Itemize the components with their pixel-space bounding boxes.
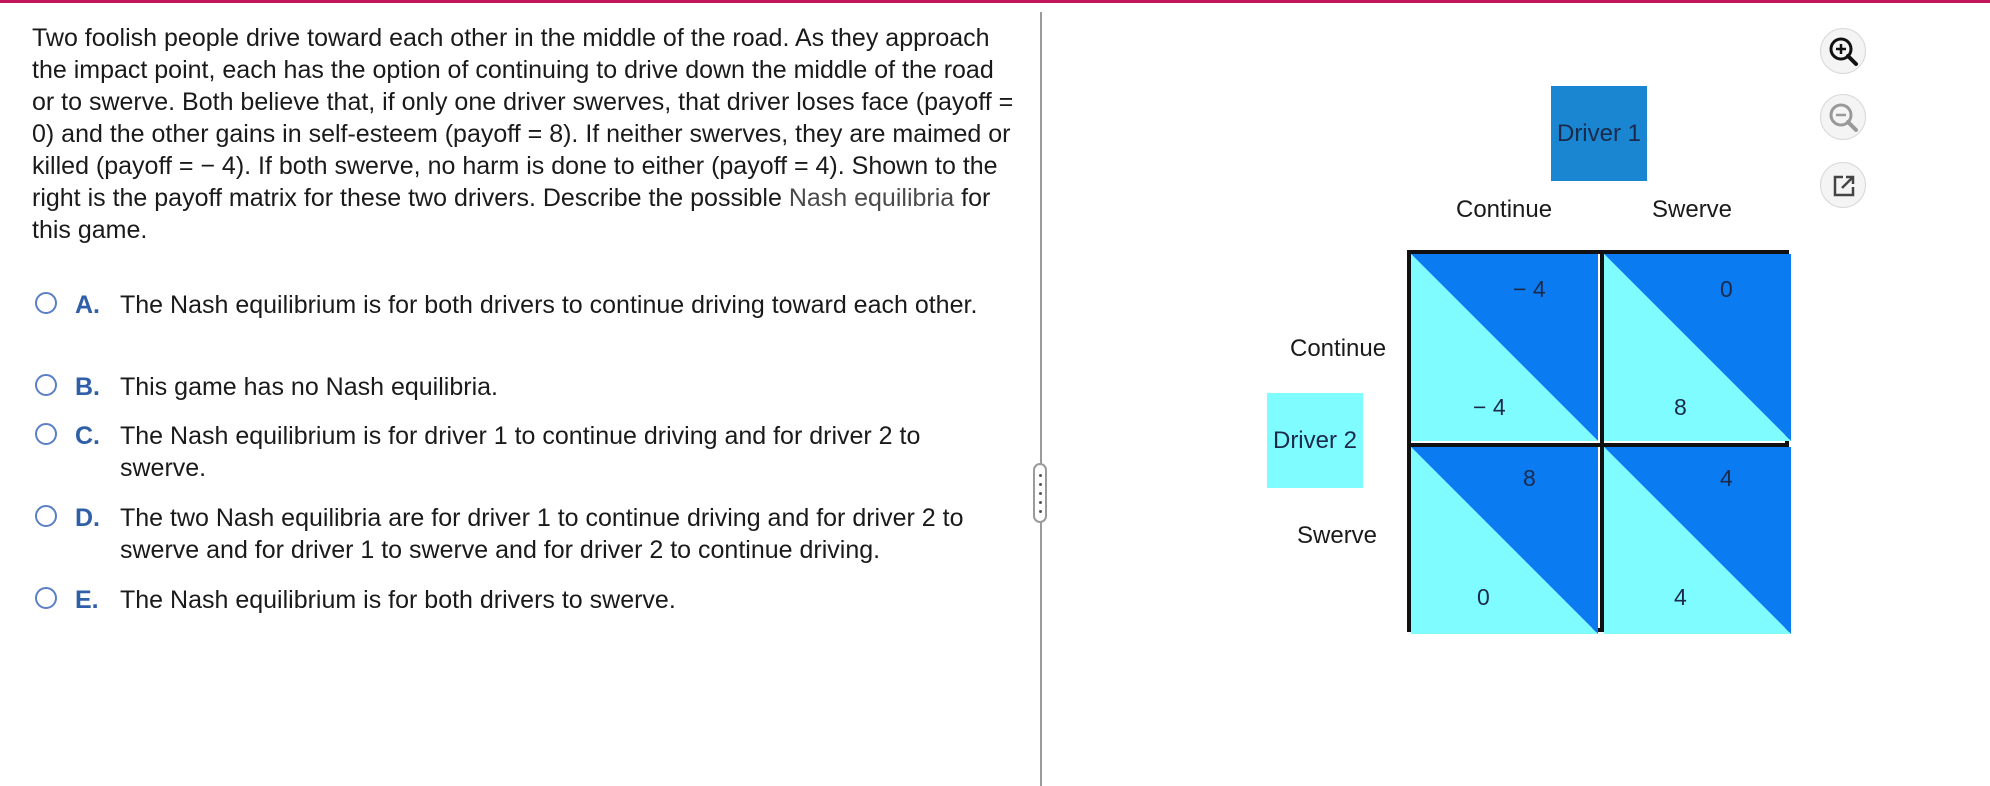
matrix-cell-continue-swerve [1604,254,1791,441]
option-text: The Nash equilibrium is for both drivers to continue driving toward each other. [120,291,978,319]
player1-payoff: 8 [1523,465,1536,491]
player1-payoff: 0 [1720,276,1733,302]
option-text: The two Nash equilibria are for driver 1 to continue driving and for driver 2 to swerve and for driver 1 to swerve and for driver 2 to continue driving. [120,504,964,564]
player1-label: Driver 1 [1551,86,1647,181]
option-letter: E. [75,586,99,614]
zoom-in-button[interactable] [1820,28,1866,74]
question-text [32,22,1022,246]
option-text: The Nash equilibrium is for driver 1 to continue driving and for driver 2 to swerve. [120,422,921,482]
radio-button[interactable] [35,587,57,609]
top-accent-bar [0,0,1990,3]
radio-button[interactable] [35,374,57,396]
matrix-cell-swerve-continue [1411,447,1598,634]
zoom-in-icon [1821,29,1867,75]
player1-payoff: − 4 [1513,276,1546,302]
matrix-grid-vertical [1600,254,1604,628]
p2-strategy-swerve: Swerve [1297,522,1378,549]
player2-label: Driver 2 [1267,393,1363,488]
question-pane [32,22,1022,614]
option-text: The Nash equilibrium is for both drivers to swerve. [120,586,676,614]
pane-divider[interactable] [1040,12,1042,786]
player2-payoff: − 4 [1473,394,1506,420]
payoff-matrix [1407,250,1789,632]
question-tail: for this game. [32,184,991,244]
zoom-out-button[interactable] [1820,94,1866,140]
p1-strategy-swerve: Swerve [1652,196,1733,223]
player2-payoff: 8 [1674,394,1687,420]
player1-payoff: 4 [1720,465,1733,491]
popout-button[interactable] [1820,162,1866,208]
p1-strategy-continue: Continue [1456,196,1553,223]
zoom-out-icon [1821,95,1867,141]
external-link-icon [1821,163,1867,209]
question-body: Two foolish people drive toward each other in the middle of the road. As they approach the impact point, each has the option of continuing to drive down the middle of the road or to swerve. Both believe that, if only one driver swerves, that driver loses face (payoff = 0) and the other gains in self-esteem (payoff = 8). If neither swerves, they are maimed or killed (payoff = − 4). If both swerve, no harm is done to either (payoff = 4). Shown to the right is the payoff matrix for these two drivers. Describe the possible [32,24,1014,212]
matrix-cell-continue-continue [1411,254,1598,441]
radio-button[interactable] [35,292,57,314]
option-text: This game has no Nash equilibria. [120,373,498,401]
nash-equilibria-link[interactable]: Nash equilibria [788,184,955,212]
matrix-grid-horizontal [1411,443,1785,447]
p2-strategy-continue: Continue [1290,335,1387,362]
option-letter: C. [75,422,100,450]
matrix-cell-swerve-swerve [1604,447,1791,634]
option-letter: A. [75,291,100,319]
radio-button[interactable] [35,423,57,445]
option-letter: B. [75,373,100,401]
drag-handle-icon[interactable] [1033,463,1047,523]
player2-payoff: 0 [1477,584,1490,610]
player2-payoff: 4 [1674,584,1687,610]
radio-button[interactable] [35,505,57,527]
option-letter: D. [75,504,100,532]
